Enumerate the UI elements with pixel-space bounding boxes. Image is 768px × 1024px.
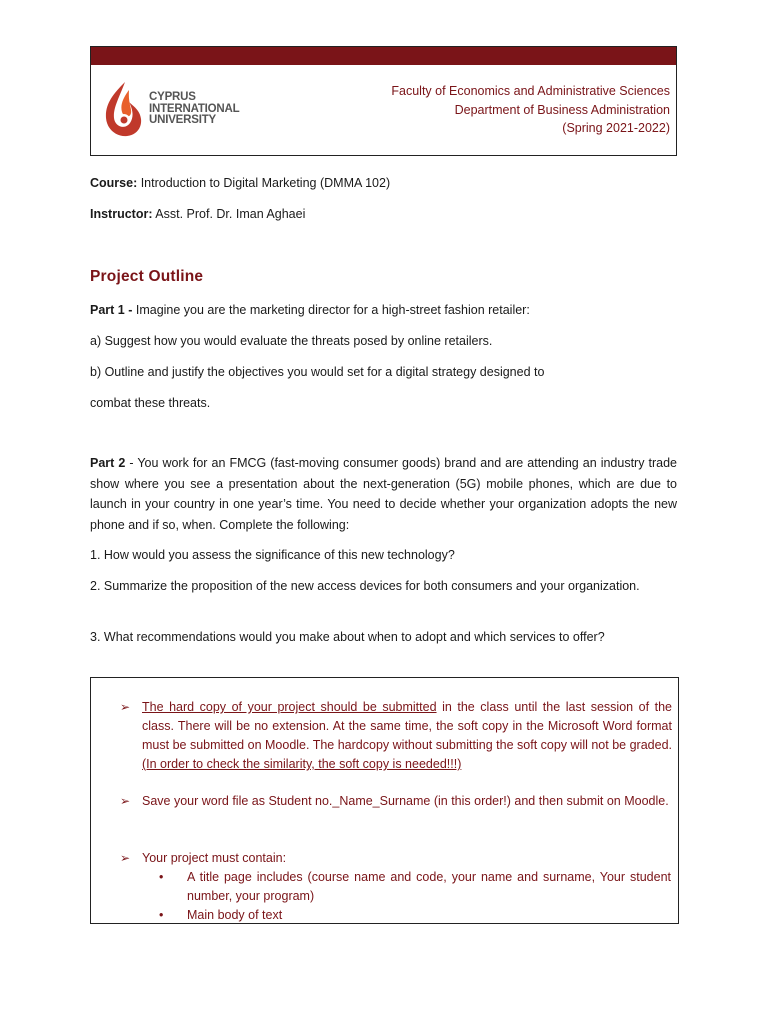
dot-bullet-icon: • [159,870,164,884]
logo-line-1: CYPRUS [149,91,196,103]
faculty-block [391,82,670,138]
instructor-label: Instructor: [90,207,153,221]
course-value: Introduction to Digital Marketing (DMMA 102) [137,176,391,190]
header-bar [91,47,676,65]
part2-intro [90,453,677,535]
part1-question-a: a) Suggest how you would evaluate the threats posed by online retailers. [90,334,493,348]
flame-logo-icon [103,80,143,138]
logo-wordmark [149,92,239,127]
arrow-bullet-icon: ➢ [120,851,131,865]
hard-copy-note: The hard copy of your project should be submitted [142,700,437,714]
part1-intro [90,300,677,321]
similarity-note: (In order to check the similarity, the soft copy is needed!!!) [142,757,462,771]
contents-item-main-body [159,906,671,925]
header-box [90,46,677,156]
part2-text: - You work for an FMCG (fast-moving consumer goods) brand and are attending an industry trade show where you see a presentation about the next-generation (5G) mobile phones, which are due to launch in your country in one year’s time. You need to decide whether your organization adopts the new phone and if so, when. Complete the following: [90,456,677,532]
contents-item-title-page-text: A title page includes (course name and code, your name and surname, Your student number, your program) [187,870,671,903]
section-title: Project Outline [90,268,204,285]
logo-line-3: UNIVERSITY [149,114,217,126]
course-label: Course: [90,176,138,190]
course-line [90,176,390,190]
part1-text: Imagine you are the marketing director for a high-street fashion retailer: [132,303,530,317]
part2-question-2: 2. Summarize the proposition of the new access devices for both consumers and your organization. [90,579,640,593]
notice-bullet-3 [120,849,672,868]
contents-item-title-page [159,868,671,906]
department-name: Department of Business Administration [454,102,670,117]
instructor-line [90,207,305,221]
notice-bullet-1 [120,698,672,774]
faculty-name: Faculty of Economics and Administrative Sciences [391,84,670,98]
university-logo [103,80,243,140]
instructor-value: Asst. Prof. Dr. Iman Aghaei [152,207,306,221]
arrow-bullet-icon: ➢ [120,794,131,808]
dot-bullet-icon: • [159,908,164,922]
notice-bullet-2 [120,792,672,811]
notice-bullet-3-text: Your project must contain: [142,851,287,865]
part2-label: Part 2 [90,456,126,470]
part2-question-3: 3. What recommendations would you make about when to adopt and which services to offer? [90,630,605,644]
notice-bullet-2-text: Save your word file as Student no._Name_Surname (in this order!) and then submit on Moodle. [142,794,669,808]
part2-question-1: 1. How would you assess the significance of this new technology? [90,548,455,562]
submission-details: in the class until the last session of the class. There will be no extension. At the same time, the soft copy in the Microsoft Word format must be submitted on Moodle. The hardcopy without submitting the soft copy will not be graded. [142,700,673,752]
arrow-bullet-icon: ➢ [120,700,131,714]
part1-question-b-line2: combat these threats. [90,396,211,410]
part1-label: Part 1 - [90,303,133,317]
part1-question-b-line1: b) Outline and justify the objectives you would set for a digital strategy designed to [90,365,545,379]
semester: (Spring 2021-2022) [562,121,670,135]
contents-item-main-body-text: Main body of text [187,908,283,922]
logo-line-2: INTERNATIONAL [149,102,240,115]
notice-bullet-1-text [142,698,672,774]
submission-notice-box [90,677,679,924]
